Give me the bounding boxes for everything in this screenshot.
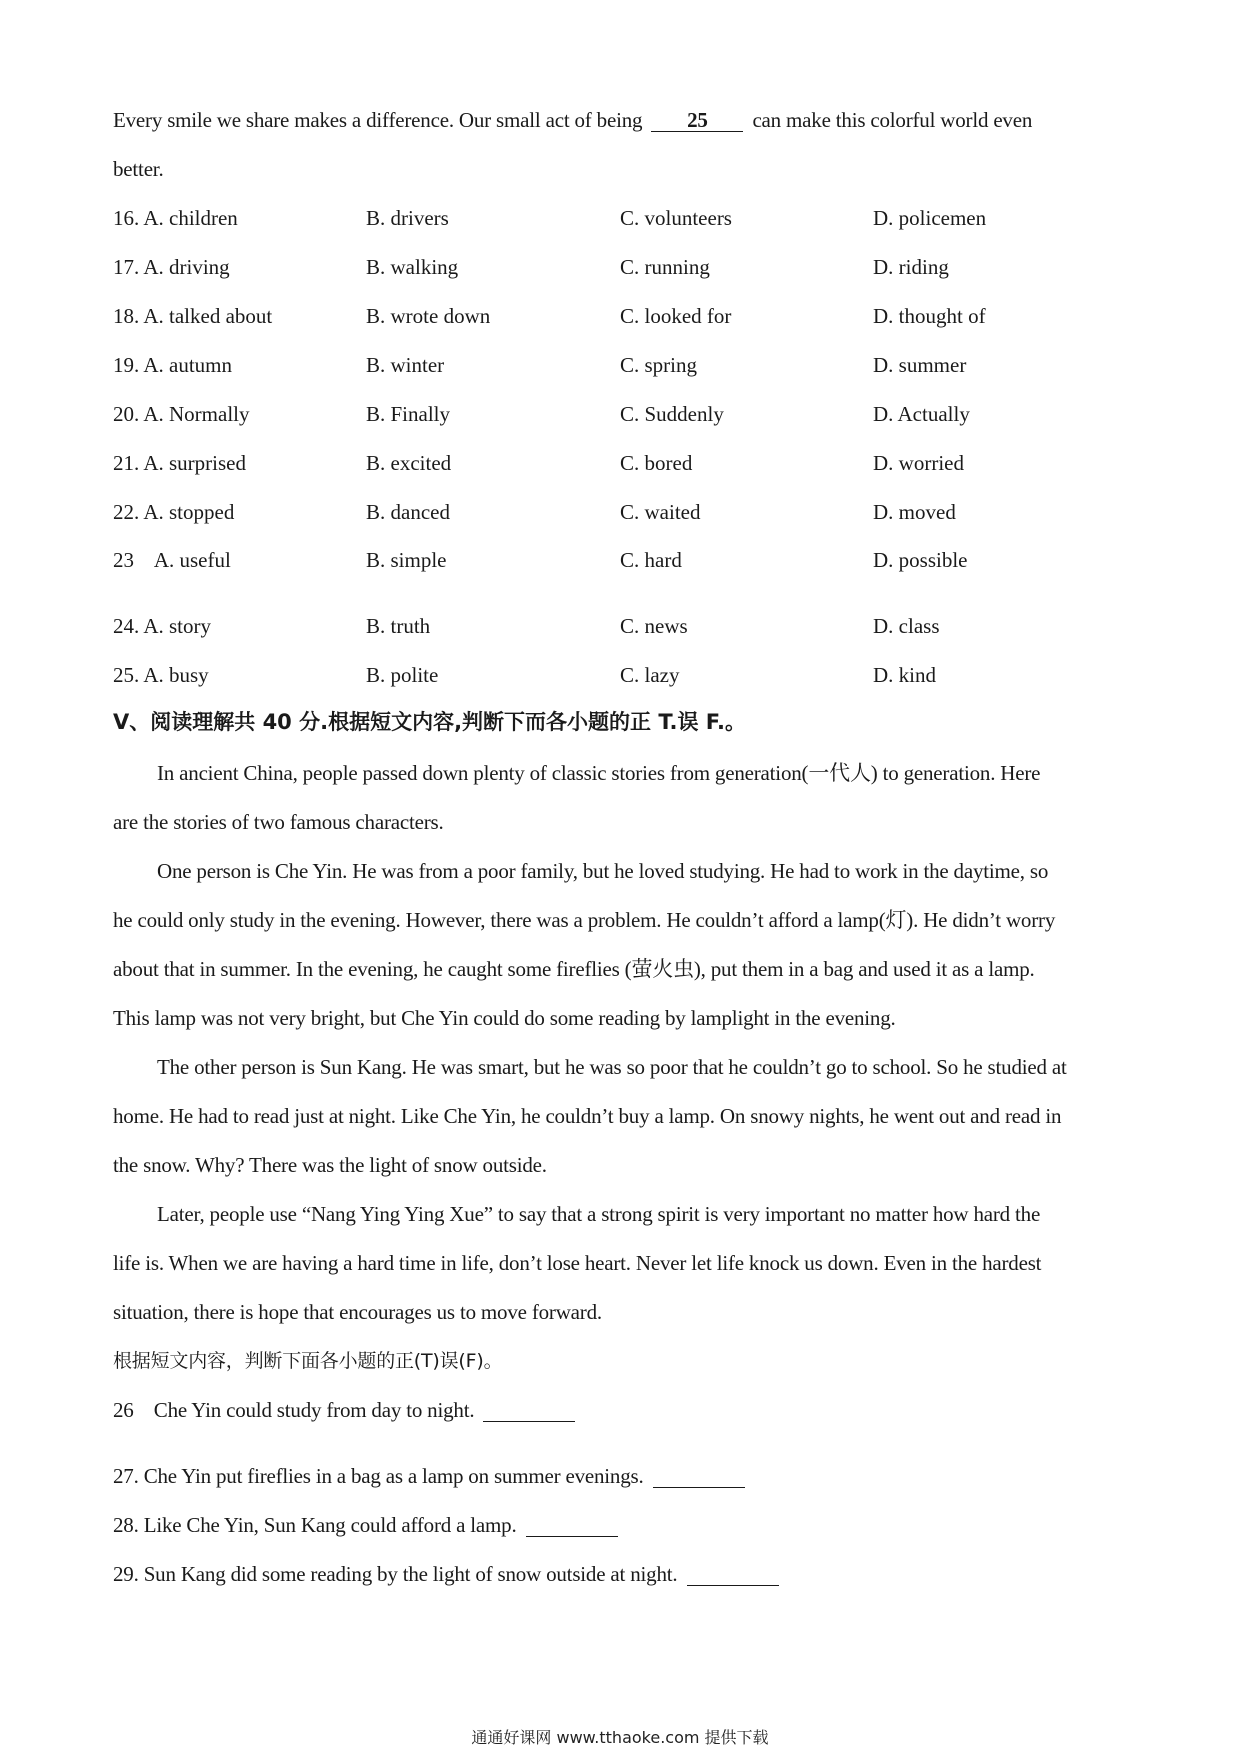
option-d: D. kind	[873, 663, 936, 687]
option-d: D. thought of	[873, 304, 986, 328]
option-b: B. walking	[366, 255, 459, 279]
passage-p1-line-2: are the stories of two famous characters.	[113, 810, 444, 834]
option-a: 25. A. busy	[113, 663, 209, 687]
option-c: C. news	[620, 614, 688, 638]
passage-p3-line-1: The other person is Sun Kang. He was smart, but he was so poor that he couldn’t go to school. So he studied at	[157, 1055, 1067, 1079]
answer-blank[interactable]	[526, 1514, 618, 1537]
answer-blank[interactable]	[653, 1465, 745, 1488]
option-a: 18. A. talked about	[113, 304, 273, 328]
passage-p2-line-3: about that in summer. In the evening, he caught some fireflies (萤火虫), put them in a bag and used it as a lamp.	[113, 957, 1035, 981]
option-b: B. danced	[366, 500, 450, 524]
option-b: B. excited	[366, 451, 452, 475]
option-b: B. polite	[366, 663, 439, 687]
option-c: C. lazy	[620, 663, 680, 687]
option-a: 23 A. useful	[113, 548, 231, 572]
passage-p2-line-1: One person is Che Yin. He was from a poor family, but he loved studying. He had to work in the daytime, so	[157, 859, 1049, 883]
option-d: D. possible	[873, 548, 968, 572]
question-28	[113, 1511, 622, 1539]
option-d: D. policemen	[873, 206, 987, 230]
intro-line-1	[113, 106, 1032, 134]
option-d: D. riding	[873, 255, 949, 279]
option-c: C. hard	[620, 548, 682, 572]
option-c: C. waited	[620, 500, 701, 524]
answer-blank[interactable]	[483, 1399, 575, 1422]
option-c: C. bored	[620, 451, 693, 475]
answer-blank[interactable]	[687, 1563, 779, 1586]
option-d: D. class	[873, 614, 940, 638]
option-b: B. winter	[366, 353, 445, 377]
option-c: C. spring	[620, 353, 698, 377]
option-a: 20. A. Normally	[113, 402, 250, 426]
option-b: B. simple	[366, 548, 447, 572]
option-c: C. running	[620, 255, 710, 279]
intro-text-after: can make this colorful world even	[752, 108, 1033, 132]
option-a: 22. A. stopped	[113, 500, 235, 524]
question-text: 26 Che Yin could study from day to night.	[113, 1398, 475, 1422]
passage-p2-line-2: he could only study in the evening. However, there was a problem. He couldn’t afford a lamp(灯). He didn’t worry	[113, 908, 1056, 932]
option-d: D. moved	[873, 500, 956, 524]
option-b: B. wrote down	[366, 304, 491, 328]
question-26	[113, 1396, 579, 1424]
question-29	[113, 1560, 783, 1588]
option-a: 17. A. driving	[113, 255, 230, 279]
option-d: D. worried	[873, 451, 964, 475]
option-a: 21. A. surprised	[113, 451, 246, 475]
option-b: B. drivers	[366, 206, 449, 230]
option-c: C. looked for	[620, 304, 732, 328]
intro-text-before: Every smile we share makes a difference. Our small act of being	[113, 108, 643, 132]
option-b: B. Finally	[366, 402, 451, 426]
option-c: C. volunteers	[620, 206, 732, 230]
question-27	[113, 1462, 749, 1490]
passage-p4-line-3: situation, there is hope that encourages us to move forward.	[113, 1300, 602, 1324]
passage-p4-line-2: life is. When we are having a hard time in life, don’t lose heart. Never let life knock us down. Even in the hardest	[113, 1251, 1042, 1275]
option-a: 19. A. autumn	[113, 353, 232, 377]
option-d: D. Actually	[873, 402, 970, 426]
intro-line-2: better.	[113, 157, 164, 181]
option-b: B. truth	[366, 614, 431, 638]
section-heading: V、阅读理解共 40 分.根据短文内容,判断下而各小题的正 T.误 F.。	[113, 710, 747, 734]
option-a: 16. A. children	[113, 206, 238, 230]
passage-p3-line-3: the snow. Why? There was the light of snow outside.	[113, 1153, 547, 1177]
option-c: C. Suddenly	[620, 402, 724, 426]
instruction-text: 根据短文内容，判断下面各小题的正(T)误(F)。	[113, 1350, 503, 1372]
option-d: D. summer	[873, 353, 967, 377]
question-text: 27. Che Yin put fireflies in a bag as a lamp on summer evenings.	[113, 1464, 644, 1488]
passage-p3-line-2: home. He had to read just at night. Like Che Yin, he couldn’t buy a lamp. On snowy nights, he went out and read in	[113, 1104, 1062, 1128]
question-text: 28. Like Che Yin, Sun Kang could afford a lamp.	[113, 1513, 517, 1537]
passage-p2-line-4: This lamp was not very bright, but Che Yin could do some reading by lamplight in the evening.	[113, 1006, 896, 1030]
passage-p1-line-1: In ancient China, people passed down plenty of classic stories from generation(一代人) to generation. Here	[157, 761, 1041, 785]
answer-blank-25: 25	[651, 109, 743, 132]
question-text: 29. Sun Kang did some reading by the light of snow outside at night.	[113, 1562, 678, 1586]
page-footer: 通通好课网 www.tthaoke.com 提供下载	[471, 1728, 769, 1747]
passage-p4-line-1: Later, people use “Nang Ying Ying Xue” to say that a strong spirit is very important no matter how hard the	[157, 1202, 1041, 1226]
option-a: 24. A. story	[113, 614, 212, 638]
